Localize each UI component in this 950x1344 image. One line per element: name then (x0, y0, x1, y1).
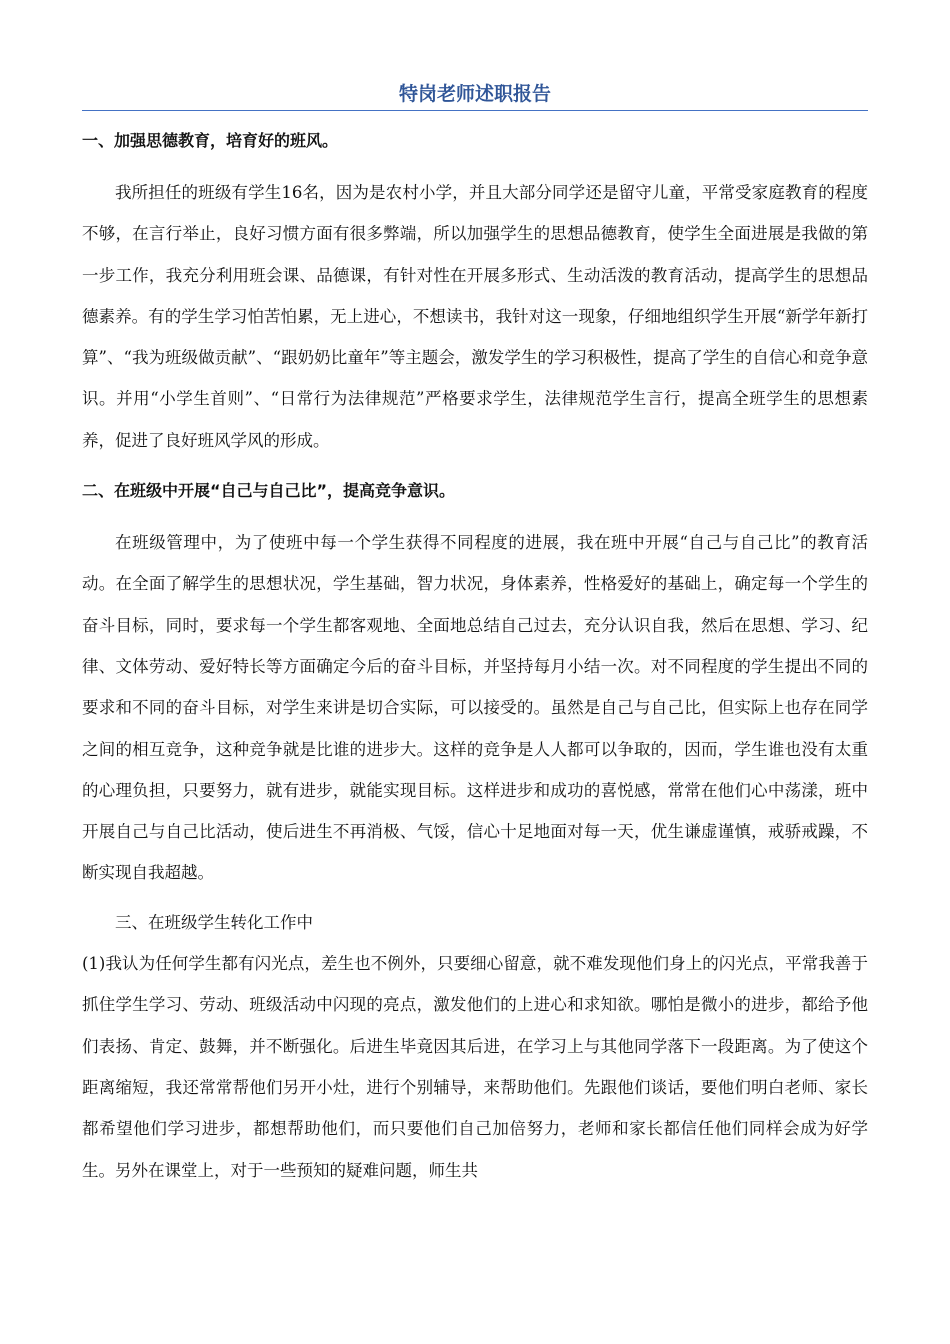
document-title: 特岗老师述职报告 (82, 80, 868, 111)
section-2-heading: 二、在班级中开展“自己与自己比”，提高竞争意识。 (82, 481, 456, 501)
section-3-paragraph: (1)我认为任何学生都有闪光点，差生也不例外，只要细心留意，就不难发现他们身上的闪光点，平常我善于抓住学生学习、劳动、班级活动中闪现的亮点，激发他们的上进心和求知欲。哪怕是微小的进步，都给予他们表扬、肯定、鼓舞，并不断强化。后进生毕竟因其后进，在学习上与其他同学落下一段距离。为了使这个距离缩短，我还常常帮他们另开小灶，进行个别辅导，来帮助他们。先跟他们谈话，要他们明白老师、家长都希望他们学习进步，都想帮助他们，而只要他们自己加倍努力，老师和家长都信任他们同样会成为好学生。另外在课堂上，对于一些预知的疑难问题，师生共 (82, 954, 868, 1180)
document-page (82, 80, 868, 1191)
section-1-paragraph: 我所担任的班级有学生16名，因为是农村小学，并且大部分同学还是留守儿童，平常受家庭教育的程度不够，在言行举止，良好习惯方面有很多弊端，所以加强学生的思想品德教育，使学生全面进展是我做的第一步工作，我充分利用班会课、品德课，有针对性在开展多形式、生动活泼的教育活动，提高学生的思想品德素养。有的学生学习怕苦怕累，无上进心，不想读书，我针对这一现象，仔细地组织学生开展“新学年新打算”、“我为班级做贡献”、“跟奶奶比童年”等主题会，激发学生的学习积极性，提高了学生的自信心和竞争意识。并用“小学生首则”、“日常行为法律规范”严格要求学生，法律规范学生言行，提高全班学生的思想素养，促进了良好班风学风的形成。 (82, 183, 868, 450)
section-3-heading: 三、在班级学生转化工作中 (115, 912, 313, 932)
section-2-paragraph: 在班级管理中，为了使班中每一个学生获得不同程度的进展，我在班中开展“自己与自己比”的教育活动。在全面了解学生的思想状况，学生基础，智力状况，身体素养，性格爱好的基础上，确定每一个学生的奋斗目标，同时，要求每一个学生都客观地、全面地总结自己过去，充分认识自我，然后在思想、学习、纪律、文体劳动、爱好特长等方面确定今后的奋斗目标，并坚持每月小结一次。对不同程度的学生提出不同的要求和不同的奋斗目标，对学生来讲是切合实际，可以接受的。虽然是自己与自己比，但实际上也存在同学之间的相互竞争，这种竞争就是比谁的进步大。这样的竞争是人人都可以争取的，因而，学生谁也没有太重的心理负担，只要努力，就有进步，就能实现目标。这样进步和成功的喜悦感，常常在他们心中荡漾，班中开展自己与自己比活动，使后进生不再消极、气馁，信心十足地面对每一天，优生谦虚谨慎，戒骄戒躁，不断实现自我超越。 (82, 533, 868, 883)
section-1-heading: 一、加强思德教育，培育好的班风。 (82, 131, 339, 150)
